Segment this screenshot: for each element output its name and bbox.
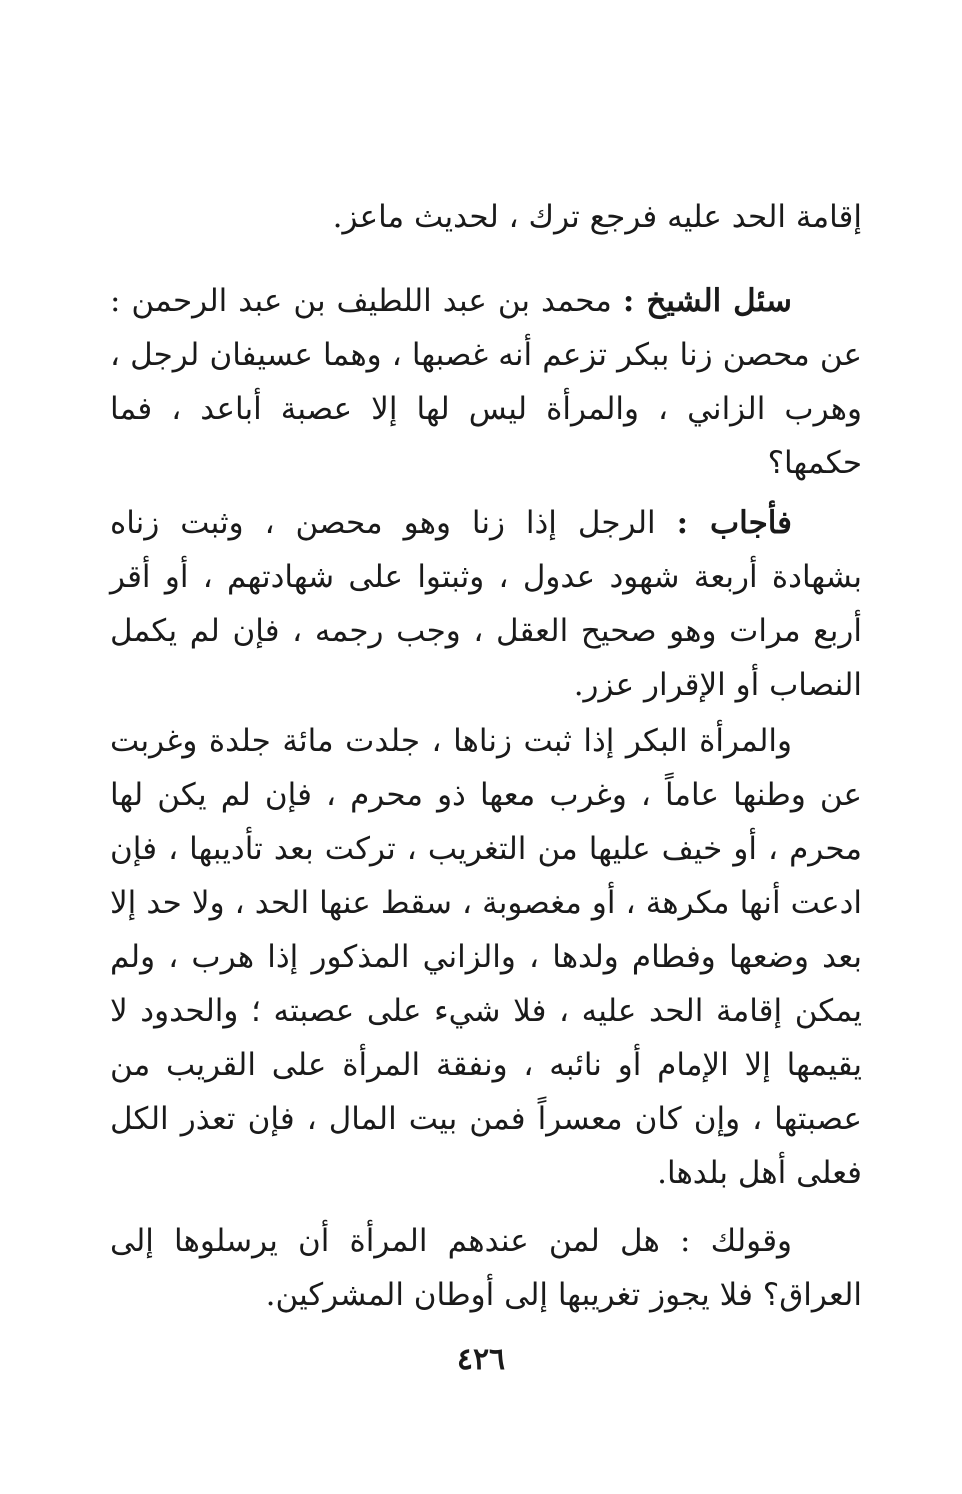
ruling-text: والمرأة البكر إذا ثبت زناها ، جلدت مائة جلدة وغربت عن وطنها عاماً ، وغرب معها ذو محرم ، فإن لم يكن لها محرم ، أو خيف عليها من التغريب ، تركت بعد تأديبها ، فإن ادعت أنها مكرهة ، أو مغصوبة ، سقط عنها الحد ، ولا حد إلا بعد وضعها وفطام ولدها ، والزاني المذكور إذا هرب ، ولم يمكن إقامة الحد عليه ، فلا شيء على عصبته ؛ والحدود لا يقيمها إلا الإمام أو نائبه ، ونفقة المرأة على القريب من عصبتها ، وإن كان معسراً فمن بيت المال ، فإن تعذر الكل فعلى أهل بلدها. (110, 723, 862, 1191)
answer-lead: فأجاب : (676, 505, 792, 541)
paragraph-ruling (110, 714, 862, 1200)
paragraph-continuation (110, 190, 862, 244)
paragraph-question (110, 274, 862, 490)
answer-text: الرجل إذا زنا وهو محصن ، وثبت زناه بشهادة أربعة شهود عدول ، وثبتوا على شهادتهم ، أو أقر أربع مرات وهو صحيح العقل ، وجب رجمه ، فإن لم يكمل النصاب أو الإقرار عزر. (110, 505, 862, 703)
page-number: ٤٢٦ (456, 1342, 506, 1377)
paragraph-text: إقامة الحد عليه فرجع ترك ، لحديث ماعز. (332, 199, 862, 235)
question-lead: سئل الشيخ : (622, 283, 792, 319)
paragraph-answer (110, 496, 862, 712)
paragraph-closing (110, 1214, 862, 1322)
question-text: محمد بن عبد اللطيف بن عبد الرحمن : عن محصن زنا ببكر تزعم أنه غصبها ، وهما عسيفان لرجل ، وهرب الزاني ، والمرأة ليس لها إلا عصبة أباعد ، فما حكمها؟ (110, 283, 862, 481)
closing-text: وقولك : هل لمن عندهم المرأة أن يرسلوها إلى العراق؟ فلا يجوز تغريبها إلى أوطان المشركين. (110, 1223, 862, 1313)
